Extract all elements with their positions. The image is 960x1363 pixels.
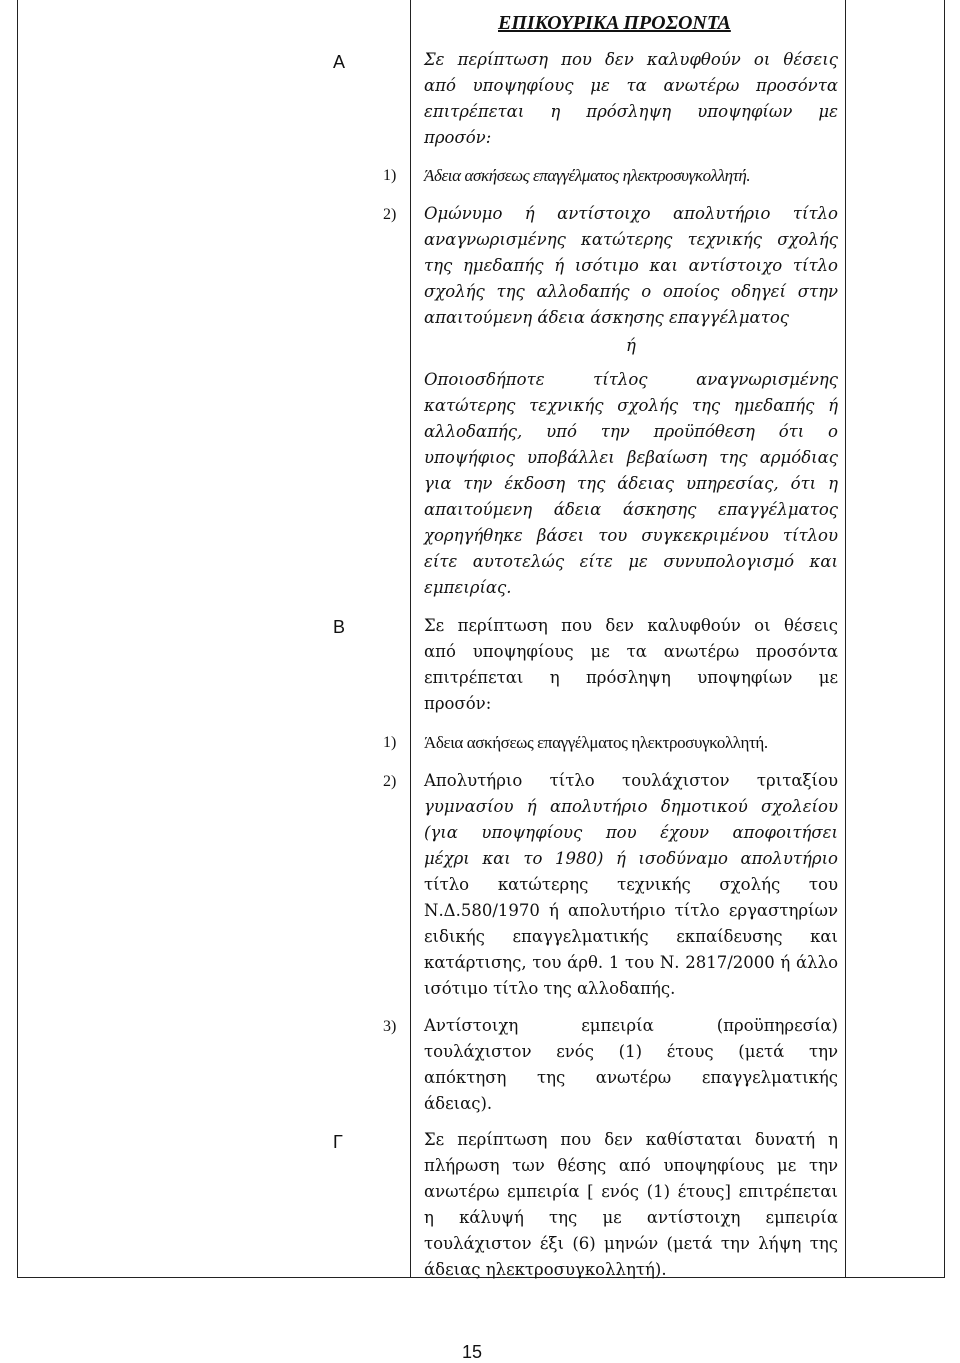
section-b-item2-line-1: Απολυτήριο τίτλο τουλάχιστον τριταξίου	[424, 771, 838, 790]
table-border-left	[17, 0, 18, 1278]
section-a-item2b-line-4: υποψήφιος υποβάλλει βεβαίωση της αρμόδιας	[424, 448, 838, 467]
section-a-item2b-line-5: για την έκδοση της άδειας υπηρεσίας, ότι η	[424, 474, 838, 493]
table-border-col2	[845, 0, 846, 1278]
table-border-col1	[410, 0, 411, 1278]
section-b-item3-line-1: Αντίστοιχη εμπειρία (προϋπηρεσία)	[424, 1016, 838, 1035]
section-b-intro-line-4: προσόν:	[424, 694, 492, 713]
section-b-intro-line-2: από υποψηφίους με τα ανωτέρω προσόντα	[424, 642, 838, 661]
section-c-line-1: Σε περίπτωση που δεν καθίσταται δυνατή η	[424, 1130, 838, 1149]
section-b-item2-line-9: ισότιμο τίτλο της αλλοδαπής.	[424, 979, 676, 998]
section-b-item1-number: 1)	[383, 734, 397, 751]
section-b-item3-line-4: άδειας).	[424, 1094, 493, 1113]
section-a-item2-line-2: αναγνωρισμένης κατώτερης τεχνικής σχολής	[424, 230, 838, 249]
section-letter-a: Α	[333, 52, 346, 72]
section-a-item2b-line-8: είτε αυτοτελώς είτε με συνυπολογισμό και	[424, 552, 838, 571]
section-a-intro-line-4: προσόν:	[424, 128, 492, 147]
section-a-item1-text: Άδεια ασκήσεως επαγγέλματος ηλεκτροσυγκολλητή.	[424, 166, 751, 185]
section-a-item2-number: 2)	[383, 206, 397, 223]
section-a-or: ή	[626, 336, 636, 355]
section-letter-b: Β	[333, 617, 346, 637]
section-a-item2-line-4: σχολής της αλλοδαπής ο οποίος οδηγεί στην	[424, 282, 838, 301]
section-b-item2-line-6: Ν.Δ.580/1970 ή απολυτήριο τίτλο εργαστηρίων	[424, 901, 838, 920]
table-border-right	[944, 0, 945, 1278]
section-a-item2-line-1: Ομώνυμο ή αντίστοιχο απολυτήριο τίτλο	[424, 204, 838, 223]
page-number: 15	[462, 1342, 483, 1362]
section-b-intro-line-3: επιτρέπεται η πρόσληψη υποψηφίων με	[424, 668, 838, 687]
section-b-item3-line-2: τουλάχιστον ενός (1) έτους (μετά την	[424, 1042, 838, 1061]
section-letter-c: Γ	[333, 1132, 343, 1152]
section-b-item1-text: Άδεια ασκήσεως επαγγέλματος ηλεκτροσυγκολλητή.	[424, 733, 768, 752]
section-b-item2-line-5: τίτλο κατώτερης τεχνικής σχολής του	[424, 875, 838, 894]
section-a-item2b-line-6: απαιτούμενη άδεια άσκησης επαγγέλματος	[424, 500, 838, 519]
section-a-intro-line-3: επιτρέπεται η πρόσληψη υποψηφίων με	[424, 102, 838, 121]
section-a-item2-line-5: απαιτούμενη άδεια άσκησης επαγγέλματος	[424, 308, 790, 327]
section-c-line-5: τουλάχιστον έξι (6) μηνών (μετά την λήψη της	[424, 1234, 838, 1253]
section-b-item2-line-7: ειδικής επαγγελματικής εκπαίδευσης και	[424, 927, 838, 946]
section-b-intro-line-1: Σε περίπτωση που δεν καλυφθούν οι θέσεις	[424, 616, 838, 635]
section-title: ΕΠΙΚΟΥΡΙΚΑ ΠΡΟΣΟΝΤΑ	[498, 12, 731, 34]
section-a-item2b-line-2: κατώτερης τεχνικής σχολής της ημεδαπής ή	[424, 396, 838, 415]
section-c-line-3: ανωτέρω εμπειρία [ ενός (1) έτους] επιτρέπεται	[424, 1182, 838, 1201]
section-a-item1-number: 1)	[383, 167, 397, 184]
section-b-item2-line-3: (για υποψηφίους που έχουν αποφοιτήσει	[424, 823, 838, 842]
section-b-item2-number: 2)	[383, 773, 397, 790]
section-b-item2-line-4: μέχρι και το 1980) ή ισοδύναμο απολυτήριο	[424, 849, 838, 868]
section-c-line-2: πλήρωση των θέσης από υποψηφίους με την	[424, 1156, 838, 1175]
section-b-item3-number: 3)	[383, 1018, 397, 1035]
section-b-item2-line-2: γυμνασίου ή απολυτήριο δημοτικού σχολείου	[424, 797, 838, 816]
section-a-intro-line-1: Σε περίπτωση που δεν καλυφθούν οι θέσεις	[424, 50, 838, 69]
section-a-item2b-line-1: Οποιοσδήποτε τίτλος αναγνωρισμένης	[424, 370, 838, 389]
section-a-item2b-line-3: αλλοδαπής, υπό την προϋπόθεση ότι ο	[424, 422, 838, 441]
section-a-intro-line-2: από υποψηφίους με τα ανωτέρω προσόντα	[424, 76, 838, 95]
section-b-item3-line-3: απόκτηση της ανωτέρω επαγγελματικής	[424, 1068, 838, 1087]
section-a-item2b-line-9: εμπειρίας.	[424, 578, 512, 597]
section-c-line-4: η κάλυψή της με αντίστοιχη εμπειρία	[424, 1208, 838, 1227]
section-a-item2-line-3: της ημεδαπής ή ισότιμο και αντίστοιχο τίτλο	[424, 256, 838, 275]
section-c-line-6: άδειας ηλεκτροσυγκολλητή).	[424, 1260, 667, 1279]
section-b-item2-line-8: κατάρτισης, του άρθ. 1 του Ν. 2817/2000 ή άλλο	[424, 953, 838, 972]
section-a-item2b-line-7: χορηγήθηκε βάσει του συγκεκριμένου τίτλου	[424, 526, 838, 545]
